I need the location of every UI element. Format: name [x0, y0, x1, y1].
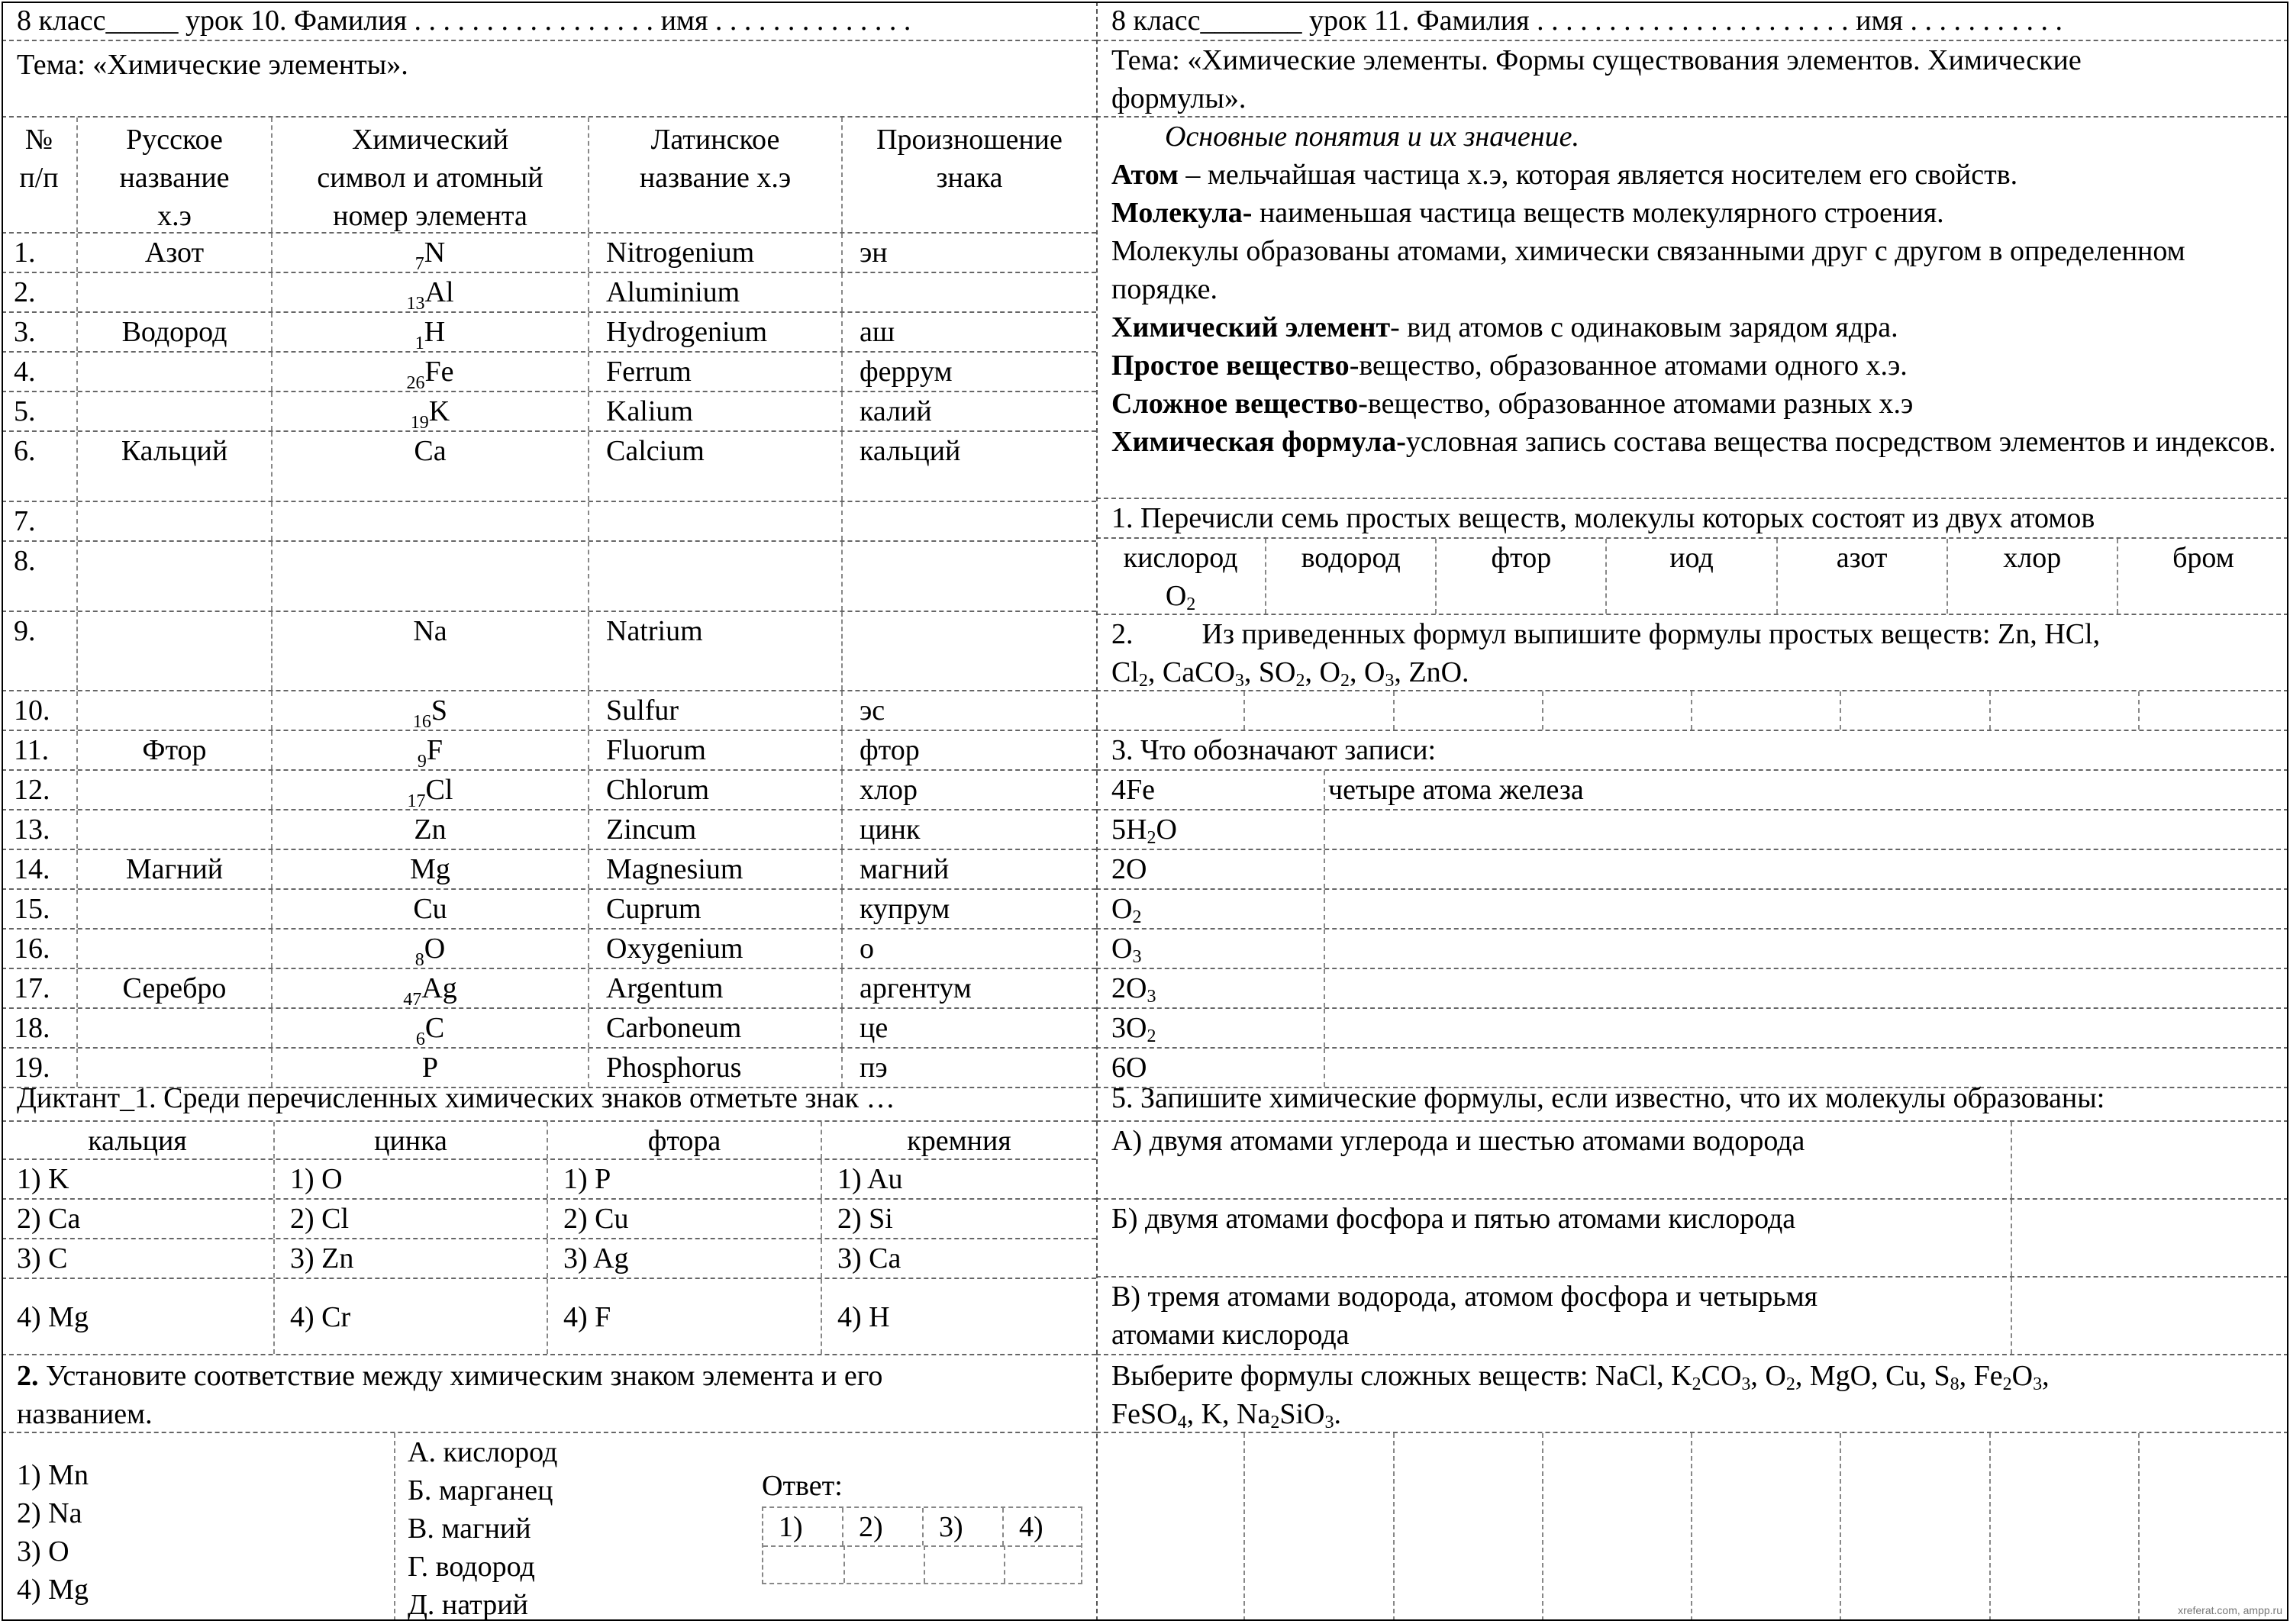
russian-name: Азот [78, 234, 273, 272]
russian-name[interactable] [78, 502, 273, 540]
worksheet-page [2, 2, 2288, 1621]
element-row [2, 930, 1096, 969]
pronunciation: фтор [860, 734, 920, 766]
answer-cell[interactable] [1245, 691, 1394, 730]
russian-name[interactable] [78, 771, 273, 809]
def-molecule: Молекула- наименьшая частица веществ молекулярного строения. [1111, 197, 1944, 229]
lesson-10-column [2, 2, 1096, 1621]
record-meaning[interactable] [1325, 890, 2288, 928]
latin-name: Natrium [589, 612, 843, 690]
pronunciation: хлор [860, 774, 918, 806]
pronunciation: аш [860, 316, 895, 348]
answer-cell[interactable] [1692, 691, 1841, 730]
dictation-head-silicon: кремния [907, 1125, 1011, 1157]
pronunciation: цинк [860, 814, 921, 846]
row-number: 12. [2, 771, 78, 809]
q5-b-row: Б) двумя атомами фосфора и пятью атомами кислорода [1096, 1200, 2288, 1278]
pronunciation: купрум [860, 893, 950, 925]
answer-cell[interactable] [1991, 1433, 2140, 1621]
lesson-label: урок 11. [1309, 5, 1410, 37]
dictation-option[interactable]: 2) Ca [2, 1200, 275, 1238]
header-pronunciation: Произношение знака [876, 124, 1063, 194]
header-latin-name: Латинское название х.э [589, 118, 843, 232]
latin-name: Nitrogenium [589, 234, 843, 272]
element-row [2, 612, 1096, 691]
row-number: 4. [2, 353, 78, 391]
element-symbol: Na [273, 612, 589, 690]
pronunciation: эн [860, 237, 888, 269]
element-row [2, 890, 1096, 930]
element-row [2, 234, 1096, 273]
def-complex-substance: Сложное вещество-вещество, образованное атомами разных х.э [1111, 388, 1914, 420]
concepts-title: Основные понятия и их значение. [1165, 121, 1579, 153]
element-row [2, 542, 1096, 612]
q2-formula-list: $Cl_2$, CaCO$_3$, $SO_2$, $O_2$, $O_3$, ZnO. [1111, 656, 1469, 690]
element-row [2, 353, 1096, 392]
q2-answer-row[interactable] [1096, 691, 2288, 731]
element-symbol: $_8$O [273, 930, 589, 968]
row-number: 1. [2, 234, 78, 272]
dictation-option[interactable]: 1) K [2, 1160, 275, 1198]
latin-name: Kalium [589, 392, 843, 430]
answer-cell[interactable] [1841, 1433, 1990, 1621]
latin-name: Carboneum [589, 1009, 843, 1047]
pronunciation: аргентум [860, 972, 972, 1004]
surname-field[interactable]: Фамилия . . . . . . . . . . . . . . . . . [294, 5, 654, 37]
element-symbol: $_9$F [273, 731, 589, 769]
answer-cell[interactable] [1096, 1433, 1245, 1621]
q1-row: 1. Перечисли семь простых веществ, молекулы которых состоят из двух атомов [1096, 499, 2288, 539]
answer-cell[interactable] [1991, 691, 2140, 730]
dictation-option[interactable]: 2) Cu [548, 1200, 822, 1238]
element-row [2, 850, 1096, 890]
q5-c-answer[interactable] [2012, 1278, 2288, 1354]
russian-name[interactable] [78, 612, 273, 690]
latin-name: Fluorum [589, 731, 843, 769]
dictation-option[interactable]: 2) Cl [275, 1200, 548, 1238]
dictation-option-row [2, 1279, 1096, 1355]
pronunciation[interactable] [843, 612, 1096, 690]
lesson-11-column [1096, 2, 2288, 1621]
header-symbol: Химический символ и атомный номер элемента [273, 118, 589, 232]
column-divider [1096, 2, 1098, 1621]
row-number: 3. [2, 313, 78, 351]
dictation-head-calcium: кальция [2, 1122, 275, 1158]
russian-name[interactable] [78, 691, 273, 730]
grade-label: 8 класс_____ [17, 5, 179, 37]
record-row [1096, 810, 2288, 850]
row-number: 17. [2, 969, 78, 1007]
q1-items-row [1096, 539, 2288, 615]
record-row [1096, 890, 2288, 930]
record-row [1096, 850, 2288, 890]
russian-name[interactable] [78, 353, 273, 391]
answer-cell[interactable] [2140, 1433, 2288, 1621]
pronunciation: калий [860, 395, 932, 427]
row-number: 18. [2, 1009, 78, 1047]
pronunciation: эс [860, 694, 885, 727]
element-row [2, 810, 1096, 850]
task2-body [2, 1433, 1096, 1621]
latin-name: Sulfur [589, 691, 843, 730]
russian-name[interactable] [78, 273, 273, 311]
record-notation: 6O [1096, 1049, 1325, 1087]
element-symbol: Zn [273, 810, 589, 849]
element-row [2, 969, 1096, 1009]
russian-name: Кальций [78, 432, 273, 501]
record-row [1096, 771, 2288, 810]
dictation-option[interactable]: 1) O [275, 1160, 548, 1198]
row-number: 6. [2, 432, 78, 501]
element-row [2, 731, 1096, 771]
q5-b-answer[interactable] [2012, 1200, 2288, 1276]
answer-cell[interactable] [1395, 1433, 1543, 1621]
russian-name[interactable] [78, 542, 273, 611]
element-symbol: $_{16}$S [273, 691, 589, 730]
element-symbol: $_{19}$K [273, 392, 589, 430]
dictation-option-row [2, 1160, 1096, 1200]
element-symbol: Mg [273, 850, 589, 888]
element-row [2, 273, 1096, 313]
record-notation: $3O_2$ [1096, 1009, 1325, 1047]
latin-name: Phosphorus [589, 1049, 843, 1087]
diatomic-substance: азот [1778, 539, 1948, 614]
row-number: 9. [2, 612, 78, 690]
element-symbol: $_{26}$Fe [273, 353, 589, 391]
dictation-head-fluorine: фтора [548, 1122, 822, 1158]
element-row [2, 313, 1096, 353]
element-symbol[interactable] [273, 542, 589, 611]
record-notation: $O_3$ [1096, 930, 1325, 968]
russian-name[interactable] [78, 930, 273, 968]
elements-table-header [2, 118, 1096, 234]
q2-row: 2. Из приведенных формул выпишите формулы простых веществ: Zn, HCl, $Cl_2$, CaCO$_3$, $SO_2$, $O_2$, $O_3$, ZnO. [1096, 615, 2288, 691]
q5-a-answer[interactable] [2012, 1122, 2288, 1198]
diatomic-substance: водород [1266, 539, 1437, 614]
pronunciation: кальций [860, 435, 961, 467]
pronunciation: феррум [860, 356, 953, 388]
russian-name[interactable] [78, 392, 273, 430]
diatomic-substance: бром [2172, 542, 2234, 574]
record-row [1096, 969, 2288, 1009]
grade-label: 8 класс_______ [1111, 5, 1302, 37]
dictation-option[interactable]: 3) Ag [548, 1239, 822, 1278]
row-number: 7. [2, 502, 78, 540]
def-element: Химический элемент- вид атомов с одинаковым зарядом ядра. [1111, 311, 1898, 343]
latin-name: Calcium [589, 432, 843, 501]
latin-name: Ferrum [589, 353, 843, 391]
complex-answer-grid[interactable] [1096, 1433, 2288, 1621]
diatomic-substance: кислород $O_2$ [1096, 539, 1266, 614]
element-symbol: $_{17}$Cl [273, 771, 589, 809]
lesson-label: урок 10. [185, 5, 287, 37]
russian-name[interactable] [78, 810, 273, 849]
record-notation: $O_2$ [1096, 890, 1325, 928]
dictation-option[interactable]: 4) F [548, 1279, 822, 1354]
dictation-option[interactable]: 4) Mg [2, 1279, 275, 1354]
def-molecule-note: Молекулы образованы атомами, химически связанными друг с другом в определенном порядке. [1111, 235, 2185, 305]
task2-title: 2. Установите соответствие между химическим знаком элемента и его названием. [2, 1355, 1096, 1433]
answer-cell[interactable] [1841, 691, 1990, 730]
dictation-option[interactable]: 3) C [2, 1239, 275, 1278]
lesson-10-header [2, 2, 1096, 41]
latin-name: Magnesium [589, 850, 843, 888]
row-number: 16. [2, 930, 78, 968]
watermark: xreferat.com, ampp.ru [2178, 1604, 2282, 1616]
element-symbol: $_{47}$Ag [273, 969, 589, 1007]
latin-name: Chlorum [589, 771, 843, 809]
element-symbol: $_6$C [273, 1009, 589, 1047]
header-number: № п/п [2, 118, 78, 232]
record-meaning[interactable]: четыре атома железа [1328, 774, 1584, 806]
row-number: 5. [2, 392, 78, 430]
russian-name[interactable] [78, 1009, 273, 1047]
complex-row: Выберите формулы сложных веществ: NaCl, $K_2CO_3$, $O_2$, MgO, Cu, $S_8$, $Fe_2O_3$, FeSO$_4$, K, $Na_2SiO_3$. [1096, 1355, 2288, 1433]
answer-cell[interactable] [1692, 1433, 1841, 1621]
row-number: 13. [2, 810, 78, 849]
answer-label: Ответ: [762, 1470, 843, 1502]
russian-name: Магний [78, 850, 273, 888]
surname-field[interactable]: Фамилия . . . . . . . . . . . . . . . . . . . . . . [1416, 5, 1849, 37]
dictation-option[interactable]: 2) Si [837, 1203, 893, 1235]
element-symbol: Ca [273, 432, 589, 501]
pronunciation: магний [860, 853, 950, 885]
answer-cell[interactable] [1543, 1433, 1692, 1621]
record-meaning[interactable] [1325, 969, 2288, 1007]
pronunciation: це [860, 1012, 889, 1044]
dictation-option[interactable]: 3) Zn [275, 1239, 548, 1278]
answer-cell[interactable] [1245, 1433, 1394, 1621]
concepts-block [1096, 118, 2288, 499]
diatomic-substance: иод [1607, 539, 1777, 614]
header-russian-name: Русское название х.э [78, 118, 273, 232]
element-symbol: P [273, 1049, 589, 1087]
record-notation: 4Fe [1096, 771, 1325, 809]
element-row [2, 392, 1096, 432]
answer-grid[interactable]: 1) 2) 3) 4) [762, 1506, 1082, 1584]
pronunciation[interactable] [843, 502, 1096, 540]
russian-name: Фтор [78, 731, 273, 769]
def-atom: Атом – мельчайшая частица х.э, которая является носителем его свойств. [1111, 159, 2018, 191]
element-row [2, 771, 1096, 810]
element-row [2, 691, 1096, 731]
dictation-option[interactable]: 1) Au [837, 1163, 903, 1195]
russian-name: Серебро [78, 969, 273, 1007]
task2-names: А. кислород Б. марганец В. магний Г. водород Д. натрий [408, 1436, 558, 1621]
latin-name: Hydrogenium [589, 313, 843, 351]
dictation-header-row [2, 1122, 1096, 1160]
record-meaning[interactable] [1325, 930, 2288, 968]
q5-c-row: В) тремя атомами водорода, атомом фосфора и четырьмя атомами кислорода [1096, 1278, 2288, 1355]
diatomic-substance: фтор [1437, 539, 1607, 614]
latin-name: Aluminium [589, 273, 843, 311]
row-number: 15. [2, 890, 78, 928]
russian-name: Водород [78, 313, 273, 351]
row-number: 19. [2, 1049, 78, 1087]
lesson-10-topic: Тема: «Химические элементы». [2, 41, 1096, 118]
dictation-option[interactable]: 3) Ca [837, 1242, 901, 1274]
latin-name: Oxygenium [589, 930, 843, 968]
record-notation: 2O [1096, 850, 1325, 888]
row-number: 8. [2, 542, 78, 611]
russian-name[interactable] [78, 890, 273, 928]
element-symbol: $_1$H [273, 313, 589, 351]
pronunciation: о [860, 933, 874, 965]
element-symbol: $_7$N [273, 234, 589, 272]
lesson-11-header [1096, 2, 2288, 41]
row-number: 10. [2, 691, 78, 730]
oxygen-formula: $O_2$ [1165, 580, 1196, 614]
record-row [1096, 1009, 2288, 1049]
def-formula: Химическая формула-условная запись состава вещества посредством элементов и индексов. [1111, 426, 2276, 458]
element-row [2, 1009, 1096, 1049]
pronunciation[interactable] [843, 273, 1096, 311]
dictation-option-row [2, 1200, 1096, 1239]
dictation-option-row [2, 1239, 1096, 1279]
record-meaning[interactable] [1325, 810, 2288, 849]
answer-cell[interactable] [1096, 691, 1245, 730]
latin-name: Zincum [589, 810, 843, 849]
row-number: 14. [2, 850, 78, 888]
def-simple-substance: Простое вещество-вещество, образованное атомами одного х.э. [1111, 350, 1908, 382]
answer-cell[interactable] [1395, 691, 1543, 730]
answer-cell[interactable] [1543, 691, 1692, 730]
element-row [2, 432, 1096, 502]
latin-name: Argentum [589, 969, 843, 1007]
element-row [2, 502, 1096, 542]
name-field[interactable]: имя . . . . . . . . . . . [1856, 5, 2063, 37]
task2-symbols: 1) Mn 2) Na 3) O 4) Mg [2, 1433, 395, 1621]
dictation-head-zinc: цинка [275, 1122, 548, 1158]
latin-name[interactable] [589, 542, 843, 611]
element-symbol: Cu [273, 890, 589, 928]
q3-row: 3. Что обозначают записи: [1096, 731, 2288, 771]
record-meaning[interactable] [1325, 1009, 2288, 1047]
answer-cell[interactable] [2140, 691, 2288, 730]
dictation-title-row: Диктант_1. Среди перечисленных химических знаков отметьте знак … [2, 1079, 1096, 1122]
pronunciation[interactable] [843, 542, 1096, 611]
dictation-option[interactable]: 1) P [548, 1160, 822, 1198]
dictation-option[interactable]: 4) Cr [275, 1279, 548, 1354]
record-row [1096, 930, 2288, 969]
q5-a-row: А) двумя атомами углерода и шестью атомами водорода [1096, 1122, 2288, 1200]
row-number: 2. [2, 273, 78, 311]
element-symbol[interactable] [273, 502, 589, 540]
q5-row: 5. Запишите химические формулы, если известно, что их молекулы образованы: [1096, 1079, 2288, 1122]
dictation-option[interactable]: 4) H [837, 1301, 890, 1333]
latin-name: Cuprum [589, 890, 843, 928]
name-field[interactable]: имя . . . . . . . . . . . . . . [660, 5, 911, 37]
row-number: 11. [2, 731, 78, 769]
record-meaning[interactable] [1325, 850, 2288, 888]
lesson-11-topic: Тема: «Химические элементы. Формы существования элементов. Химические формулы». [1096, 41, 2288, 118]
latin-name[interactable] [589, 502, 843, 540]
element-symbol: $_{13}$Al [273, 273, 589, 311]
record-notation: $2O_3$ [1096, 969, 1325, 1007]
record-notation: $5H_2O$ [1096, 810, 1325, 849]
pronunciation: пэ [860, 1052, 888, 1084]
diatomic-substance: хлор [1948, 539, 2118, 614]
